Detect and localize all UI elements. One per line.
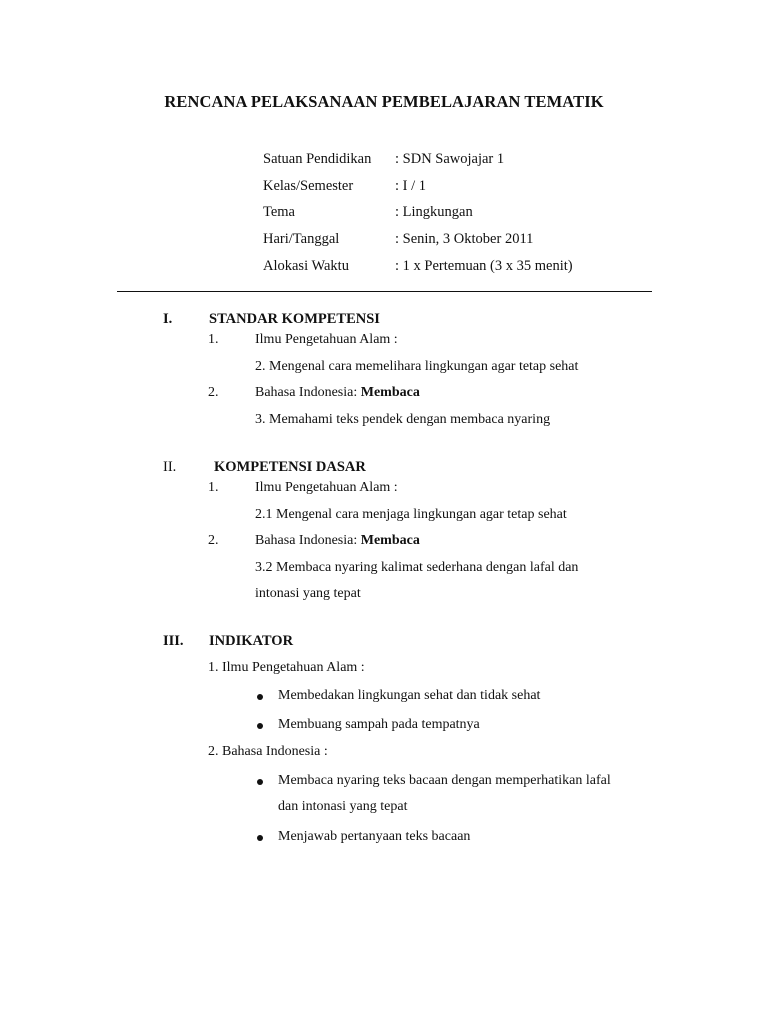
item-number: 2.: [208, 533, 219, 548]
page-title: RENCANA PELAKSANAAN PEMBELAJARAN TEMATIK: [164, 92, 604, 111]
section-heading: STANDAR KOMPETENSI: [209, 311, 380, 327]
section-heading: KOMPETENSI DASAR: [214, 459, 366, 475]
bullet-text: Membuang sampah pada tempatnya: [278, 717, 480, 732]
section-number: III.: [163, 633, 184, 649]
item-label: [255, 385, 420, 401]
identity-value: : Lingkungan: [395, 204, 473, 220]
section-number: II.: [163, 459, 177, 475]
item-label: 2. Bahasa Indonesia :: [208, 744, 328, 759]
identity-label: Alokasi Waktu: [263, 258, 349, 274]
item-sub: 2. Mengenal cara memelihara lingkungan agar tetap sehat: [255, 359, 579, 374]
item-label-text: Bahasa Indonesia:: [255, 533, 361, 548]
bullet-icon: [257, 723, 263, 729]
bullet-text-continued: dan intonasi yang tepat: [278, 799, 408, 814]
identity-value: : 1 x Pertemuan (3 x 35 menit): [395, 258, 573, 274]
bullet-text: Membaca nyaring teks bacaan dengan memperhatikan lafal: [278, 773, 611, 788]
item-label: Ilmu Pengetahuan Alam :: [255, 332, 398, 347]
divider-line: [117, 291, 652, 292]
item-sub: 3. Memahami teks pendek dengan membaca nyaring: [255, 412, 551, 427]
item-sub-continued: intonasi yang tepat: [255, 586, 361, 601]
identity-label: Tema: [263, 204, 295, 220]
item-label: 1. Ilmu Pengetahuan Alam :: [208, 660, 365, 675]
bullet-icon: [257, 835, 263, 841]
identity-label: Kelas/Semester: [263, 178, 354, 194]
item-number: 1.: [208, 332, 219, 347]
bullet-icon: [257, 779, 263, 785]
bullet-text: Membedakan lingkungan sehat dan tidak sehat: [278, 688, 541, 703]
section-heading: INDIKATOR: [209, 633, 294, 649]
bullet-icon: [257, 694, 263, 700]
item-number: 2.: [208, 385, 219, 400]
item-label: [255, 533, 420, 549]
item-number: 1.: [208, 480, 219, 495]
item-sub: 2.1 Mengenal cara menjaga lingkungan agar tetap sehat: [255, 507, 567, 522]
item-label: Ilmu Pengetahuan Alam :: [255, 480, 398, 495]
item-label-text: Bahasa Indonesia:: [255, 385, 361, 400]
identity-value: : I / 1: [395, 178, 427, 194]
item-label-bold: Membaca: [360, 533, 420, 548]
item-sub: 3.2 Membaca nyaring kalimat sederhana dengan lafal dan: [255, 560, 579, 575]
section-number: I.: [163, 311, 173, 327]
identity-value: : Senin, 3 Oktober 2011: [395, 231, 534, 247]
identity-value: : SDN Sawojajar 1: [395, 151, 505, 167]
identity-label: Satuan Pendidikan: [263, 151, 372, 167]
bullet-text: Menjawab pertanyaan teks bacaan: [278, 829, 471, 844]
item-label-bold: Membaca: [360, 385, 420, 400]
identity-label: Hari/Tanggal: [263, 231, 340, 247]
